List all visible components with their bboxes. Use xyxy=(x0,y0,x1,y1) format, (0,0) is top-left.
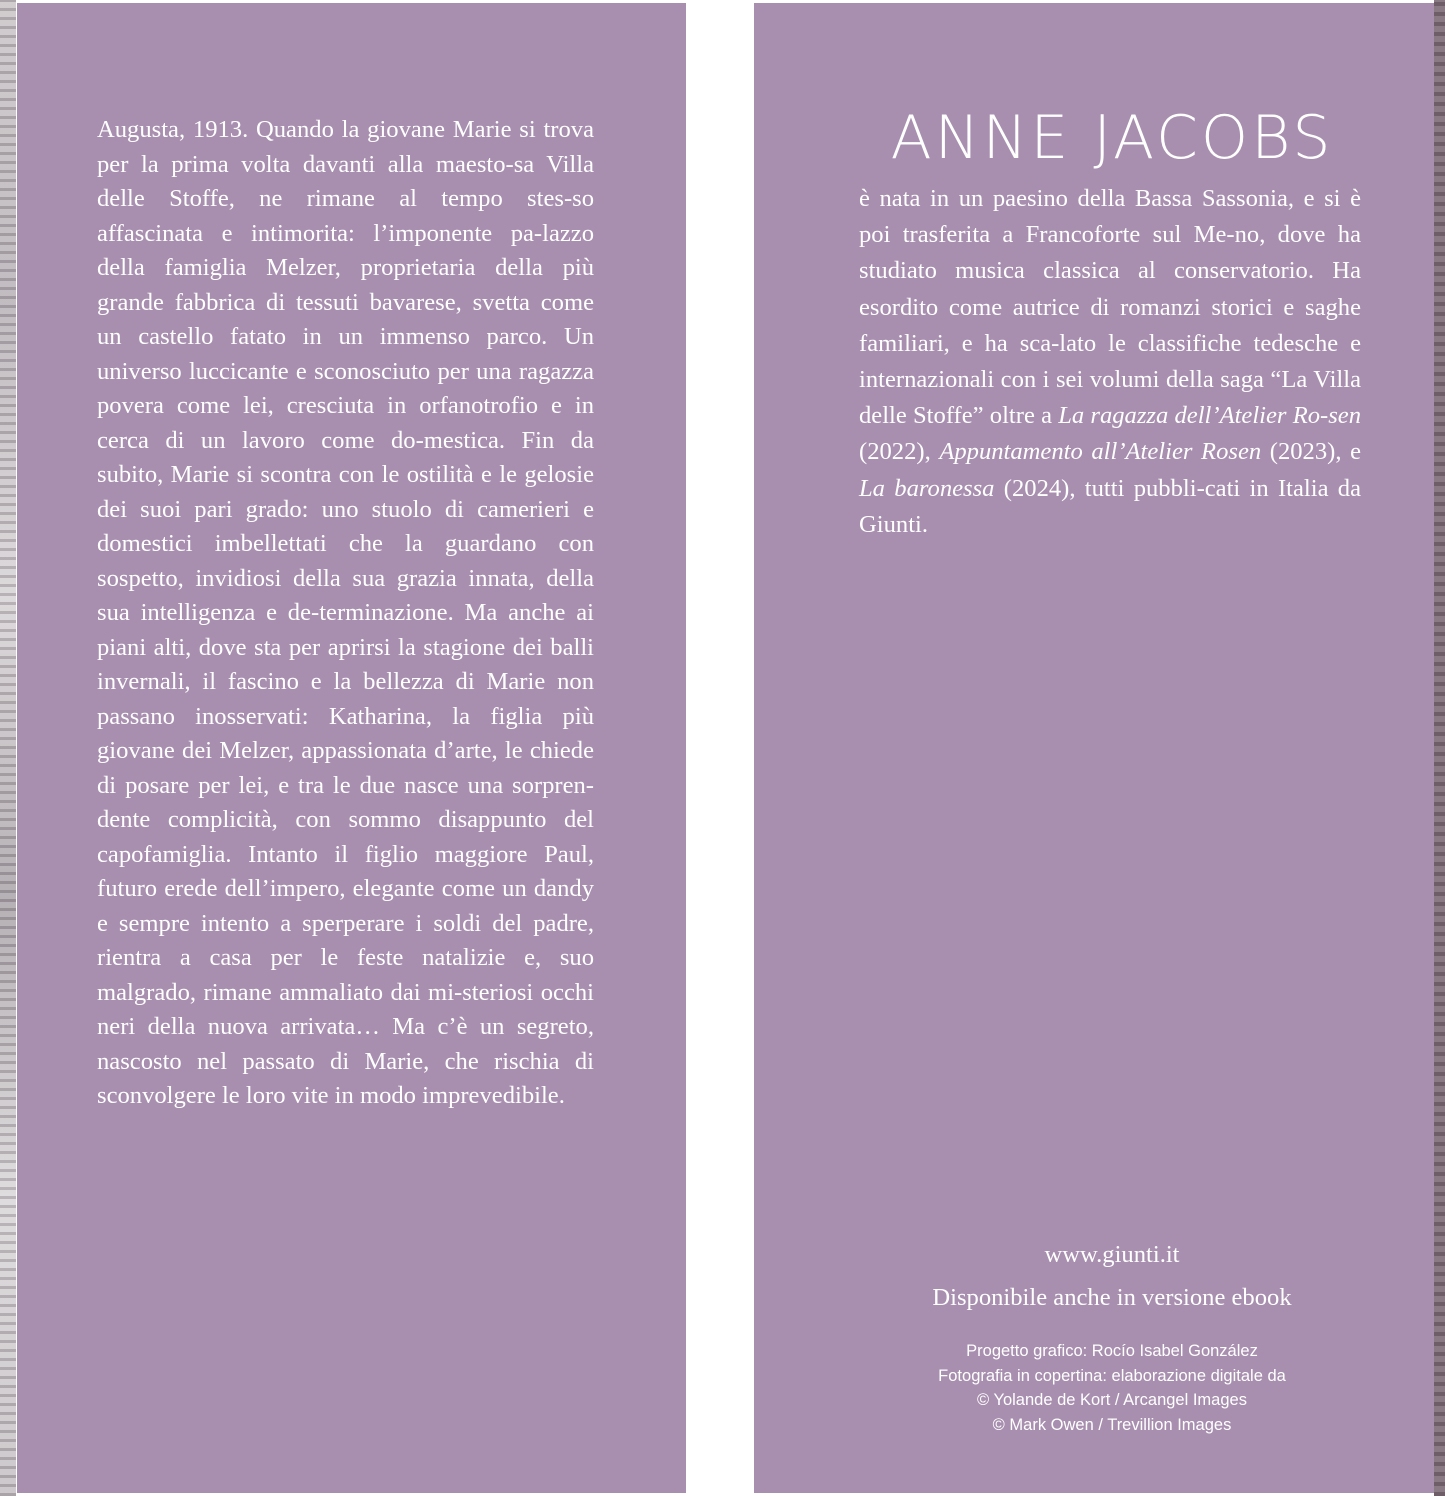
bio-part1: è nata in un paesino della Bassa Sassonia, e si è poi trasferita a Francoforte sul Me-no, dove ha studiato musica classica al conservatorio. Ha esordito come autrice di romanzi storici e saghe familiari, e ha sca-lato le classifiche tedesche e internazionali con i sei volumi della saga “La Villa delle Stoffe” oltre a xyxy=(859,185,1361,430)
author-bio xyxy=(859,181,1361,543)
synopsis-text: Augusta, 1913. Quando la giovane Marie si trova per la prima volta davanti alla maesto-sa Villa delle Stoffe, ne rimane al tempo stes-so affascinata e intimorita: l’imponente pa-lazzo della famiglia Melzer, proprietaria della più grande fabbrica di tessuti bavarese, svetta come un castello fatato in un immenso parco. Un universo luccicante e sconosciuto per una ragazza povera come lei, cresciuta in orfanotrofio e in cerca di un lavoro come do-mestica. Fin da subito, Marie si scontra con le ostilità e le gelosie dei suoi pari grado: uno stuolo di camerieri e domestici imbellettati che la guardano con sospetto, invidiosi della sua grazia innata, della sua intelligenza e de-terminazione. Ma anche ai piani alti, dove sta per aprirsi la stagione dei balli invernali, il fascino e la bellezza di Marie non passano inosservati: Katharina, la figlia più giovane dei Melzer, appassionata d’arte, le chiede di posare per lei, e tra le due nasce una sorpren-dente complicità, con sommo disappunto del capofamiglia. Intanto il figlio maggiore Paul, futuro erede dell’impero, elegante come un dandy e sempre intento a sperperare i soldi del padre, rientra a casa per le feste natalizie e, suo malgrado, rimane ammaliato dai mi-steriosi occhi neri della nuova arrivata… Ma c’è un segreto, nascosto nel passato di Marie, che rischia di sconvolgere le loro vite in modo imprevedibile. xyxy=(97,116,594,1109)
bio-part2: (2022), xyxy=(859,438,940,466)
credit-line: © Mark Owen / Trevillion Images xyxy=(992,1415,1232,1434)
bio-part4: (2024), tutti pubbli-cati in Italia da Giunti. xyxy=(859,474,1362,538)
bio-title-3: La baronessa xyxy=(859,474,995,502)
credits xyxy=(754,1339,1445,1437)
credit-line: Progetto grafico: Rocío Isabel González xyxy=(966,1342,1258,1360)
back-flap-panel xyxy=(754,3,1434,1493)
bio-title-2: Appuntamento all’Atelier Rosen xyxy=(939,438,1262,466)
publisher-website: www.giunti.it xyxy=(1044,1241,1180,1268)
bio-part3: (2023), e xyxy=(1261,438,1361,466)
cover-photo-edge-right xyxy=(1434,0,1445,1496)
bio-title-1: La ragazza dell’Atelier Ro-sen xyxy=(1058,402,1361,430)
cover-photo-edge-left xyxy=(0,0,16,1496)
credit-line: Fotografia in copertina: elaborazione digitale da xyxy=(938,1366,1286,1385)
front-flap-panel xyxy=(17,3,686,1493)
ebook-availability: Disponibile anche in versione ebook xyxy=(932,1284,1292,1311)
author-name: ANNE JACOBS xyxy=(890,103,1334,173)
credit-line: © Yolande de Kort / Arcangel Images xyxy=(977,1391,1247,1409)
